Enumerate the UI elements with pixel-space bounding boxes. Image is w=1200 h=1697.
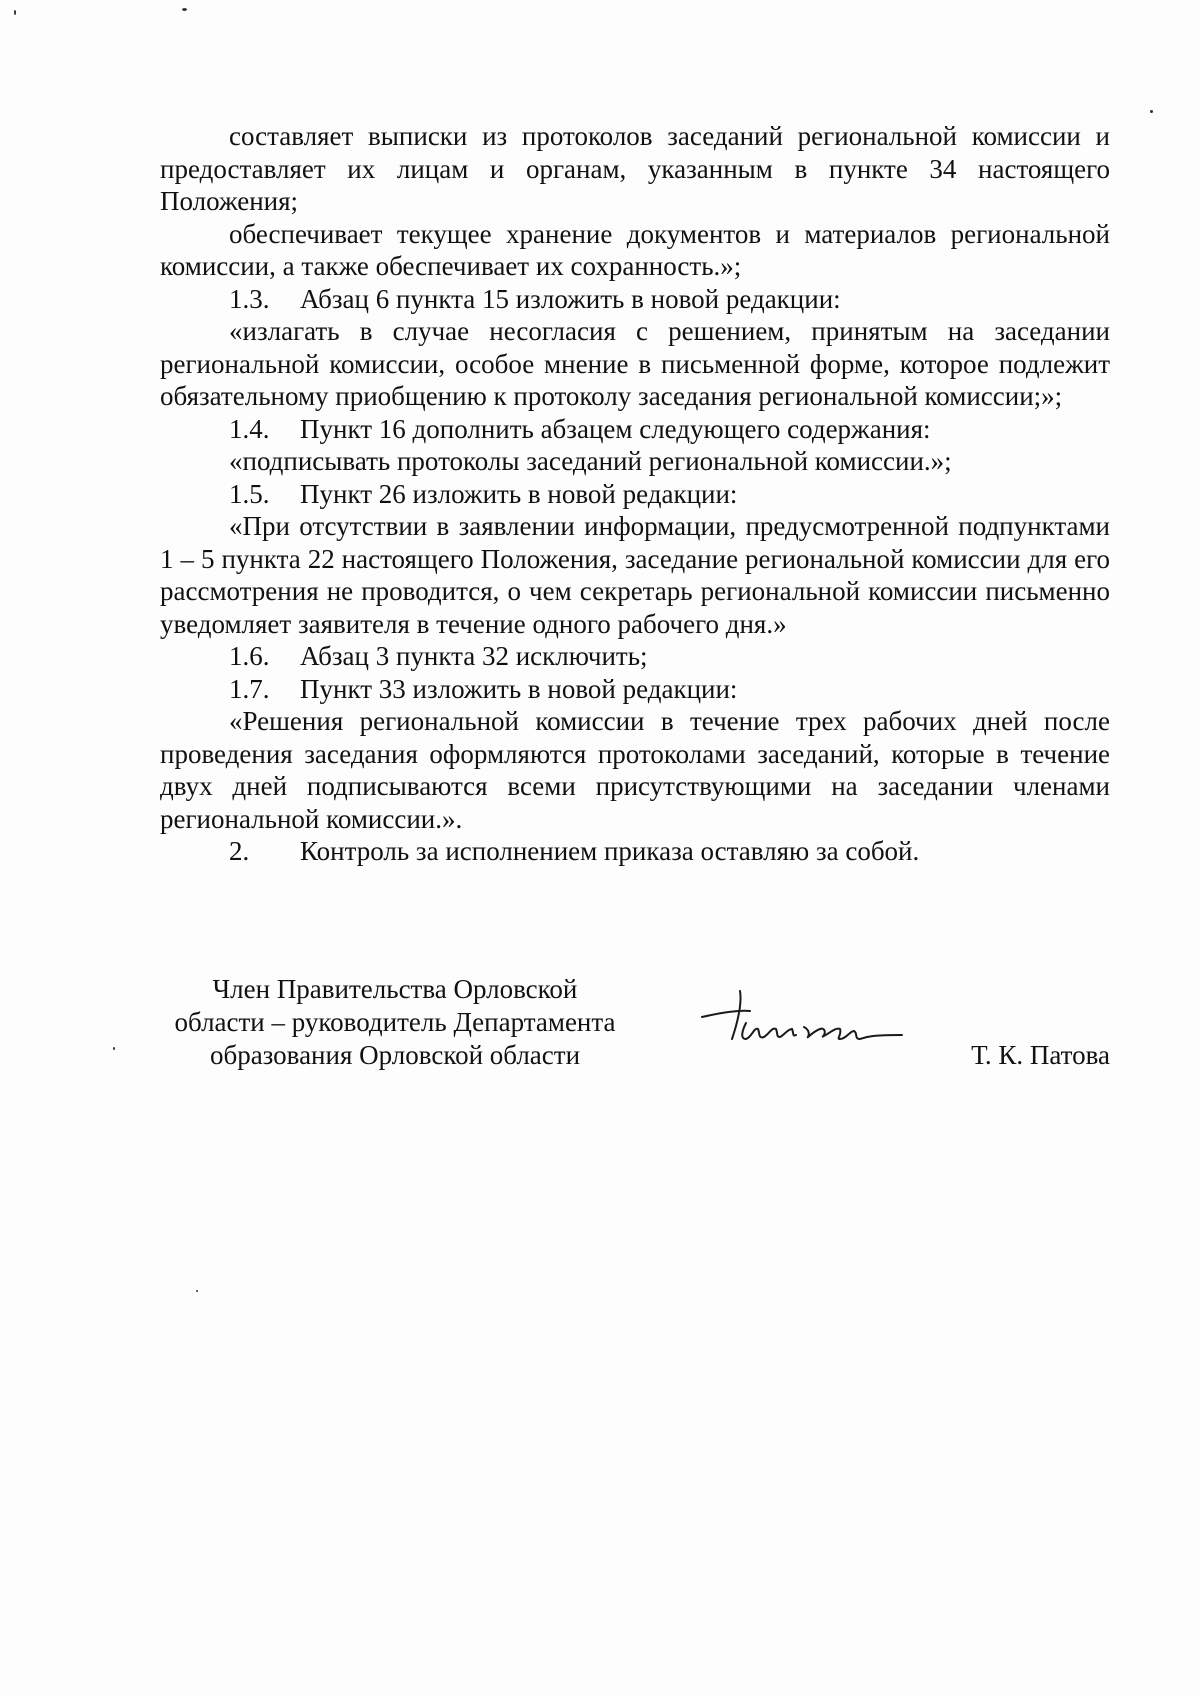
scan-speck [14, 10, 16, 15]
signatory-title [150, 973, 640, 1072]
scan-speck [182, 8, 187, 11]
item-text: Пункт 33 изложить в новой редакции: [300, 673, 738, 704]
item-text: Абзац 6 пункта 15 изложить в новой редакции: [300, 283, 841, 314]
paragraph: обеспечивает текущее хранение документов и материалов региональной комиссии, а также обеспечивает их сохранность.»; [160, 218, 1110, 281]
list-item [160, 283, 1110, 316]
signatory-name: Т. К. Патова [971, 1040, 1110, 1070]
item-text: Контроль за исполнением приказа оставляю за собой. [300, 836, 920, 866]
signatory-title-line: образования Орловской области [209, 1040, 581, 1070]
list-item [160, 673, 1110, 706]
list-item [160, 478, 1110, 511]
item-number: 1.4. [229, 413, 270, 444]
paragraph: «При отсутствии в заявлении информации, предусмотренной подпунктами 1 – 5 пункта 22 настоящего Положения, заседание региональной комиссии для его рассмотрения не проводится, о чем секретарь региональной комиссии письменно уведомляет заявителя в течение одного рабочего дня.» [160, 511, 1110, 639]
item-number: 1.7. [229, 673, 270, 704]
item-number: 1.5. [229, 478, 270, 509]
item-text: Пункт 26 изложить в новой редакции: [300, 478, 738, 509]
paragraph: «излагать в случае несогласия с решением, принятым на заседании региональной комиссии, особое мнение в письменной форме, которое подлежит обязательному приобщению к протоколу заседания региональной комиссии;»; [160, 316, 1110, 411]
item-number: 1.6. [229, 641, 270, 671]
item-number: 2. [229, 836, 250, 866]
list-item [160, 835, 1110, 868]
document-body [160, 120, 1110, 868]
list-item [160, 413, 1110, 446]
scan-speck [1150, 110, 1153, 113]
signatory-title-line: Член Правительства Орловской [212, 974, 578, 1004]
scan-speck [113, 1047, 115, 1050]
handwritten-signature [680, 973, 910, 1063]
paragraph: «Решения региональной комиссии в течение трех рабочих дней после проведения заседания оформляются протоколами заседаний, которые в течение двух дней подписываются всеми присутствующими на заседании членами региональной комиссии.». [160, 706, 1110, 834]
signatory-title-line: области – руководитель Департамента [174, 1007, 616, 1037]
paragraph: «подписывать протоколы заседаний региональной комиссии.»; [229, 446, 952, 476]
item-text: Абзац 3 пункта 32 исключить; [300, 641, 648, 671]
paragraph: составляет выписки из протоколов заседаний региональной комиссии и предоставляет их лицам и органам, указанным в пункте 34 настоящего Положения; [160, 121, 1110, 216]
list-item [160, 640, 1110, 673]
signature-block [150, 973, 1110, 1093]
scan-speck [196, 1290, 198, 1292]
item-text: Пункт 16 дополнить абзацем следующего содержания: [300, 413, 931, 444]
item-number: 1.3. [229, 283, 270, 314]
